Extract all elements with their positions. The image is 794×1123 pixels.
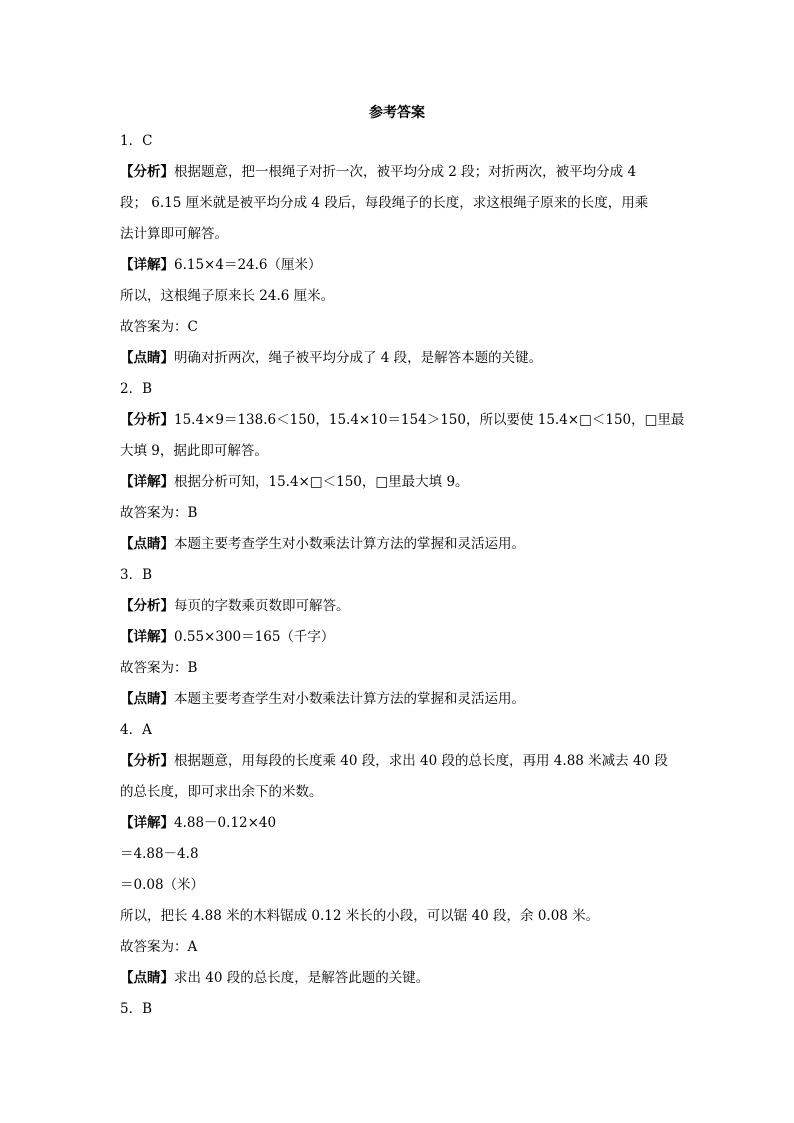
line-text: 4.88－0.12×40 (174, 815, 277, 831)
page-title: 参考答案 (369, 105, 425, 121)
answer-line (120, 999, 676, 1030)
line-text: 故答案为：B (120, 505, 198, 521)
section-tag: 【点睛】 (120, 350, 174, 366)
answer-line (120, 410, 685, 441)
answer-line (120, 844, 676, 875)
answer-line (120, 472, 676, 503)
line-text: 3．B (120, 567, 153, 583)
answer-line (120, 286, 676, 317)
section-tag: 【点睛】 (120, 536, 174, 552)
answer-line (120, 348, 676, 379)
answer-line (120, 689, 676, 720)
section-tag: 【点睛】 (120, 970, 174, 986)
answer-line (120, 596, 676, 627)
line-text: 段； 6.15 厘米就是被平均分成 4 段后，每段绳子的长度，求这根绳子原来的长度，用乘 (120, 195, 649, 211)
line-text: 5．B (120, 1001, 153, 1017)
answer-line (120, 937, 676, 968)
line-text: 所以，把长 4.88 米的木料锯成 0.12 米长的小段，可以锯 40 段，余 0.08 米。 (120, 908, 600, 924)
answer-line (120, 813, 676, 844)
section-tag: 【详解】 (120, 257, 174, 273)
section-tag: 【分析】 (120, 164, 174, 180)
answer-line (120, 534, 676, 565)
line-text: 的总长度，即可求出余下的米数。 (120, 784, 323, 800)
answer-line (120, 782, 676, 813)
answer-line (120, 131, 676, 162)
line-text: ＝4.88－4.8 (120, 846, 199, 862)
answer-line (120, 751, 676, 782)
answer-line (120, 968, 676, 999)
answer-line (120, 906, 676, 937)
answer-line (120, 379, 676, 410)
answer-line (120, 193, 676, 224)
line-text: 根据题意，用每段的长度乘 40 段，求出 40 段的总长度，再用 4.88 米减去 40 段 (174, 753, 668, 769)
line-text: 根据分析可知，15.4×□＜150，□里最大填 9。 (174, 474, 469, 490)
section-tag: 【详解】 (120, 629, 174, 645)
line-text: 所以，这根绳子原来长 24.6 厘米。 (120, 288, 335, 304)
line-text: 每页的字数乘页数即可解答。 (174, 598, 350, 614)
answer-line (120, 565, 676, 596)
line-text: 15.4×9＝138.6＜150，15.4×10＝154＞150，所以要使 15.4×□＜150，□里最 (174, 412, 685, 428)
section-tag: 【分析】 (120, 598, 174, 614)
answer-line (120, 255, 676, 286)
line-text: 本题主要考查学生对小数乘法计算方法的掌握和灵活运用。 (174, 691, 525, 707)
line-text: 1．C (120, 133, 153, 149)
answer-line (120, 162, 676, 193)
line-text: 明确对折两次，绳子被平均分成了 4 段，是解答本题的关键。 (174, 350, 543, 366)
line-text: 根据题意，把一根绳子对折一次，被平均分成 2 段；对折两次，被平均分成 4 (174, 164, 637, 180)
answer-line (120, 503, 676, 534)
section-tag: 【分析】 (120, 753, 174, 769)
line-text: 本题主要考查学生对小数乘法计算方法的掌握和灵活运用。 (174, 536, 525, 552)
answer-line (120, 658, 676, 689)
line-text: 故答案为：A (120, 939, 198, 955)
line-text: 法计算即可解答。 (120, 226, 228, 242)
answer-line (120, 317, 676, 348)
answer-line (120, 441, 676, 472)
answer-line (120, 224, 676, 255)
section-tag: 【分析】 (120, 412, 174, 428)
section-tag: 【点睛】 (120, 691, 174, 707)
line-text: 故答案为：B (120, 660, 198, 676)
answer-line (120, 720, 676, 751)
answer-line (120, 875, 676, 906)
section-tag: 【详解】 (120, 474, 174, 490)
answer-line (120, 627, 676, 658)
line-text: 故答案为：C (120, 319, 198, 335)
line-text: 大填 9，据此即可解答。 (120, 443, 268, 459)
line-text: 0.55×300＝165（千字） (174, 629, 335, 645)
line-text: ＝0.08（米） (120, 877, 205, 893)
answer-content (120, 131, 685, 1030)
line-text: 2．B (120, 381, 153, 397)
line-text: 求出 40 段的总长度，是解答此题的关键。 (174, 970, 430, 986)
line-text: 6.15×4＝24.6（厘米） (174, 257, 322, 273)
line-text: 4．A (120, 722, 152, 738)
section-tag: 【详解】 (120, 815, 174, 831)
